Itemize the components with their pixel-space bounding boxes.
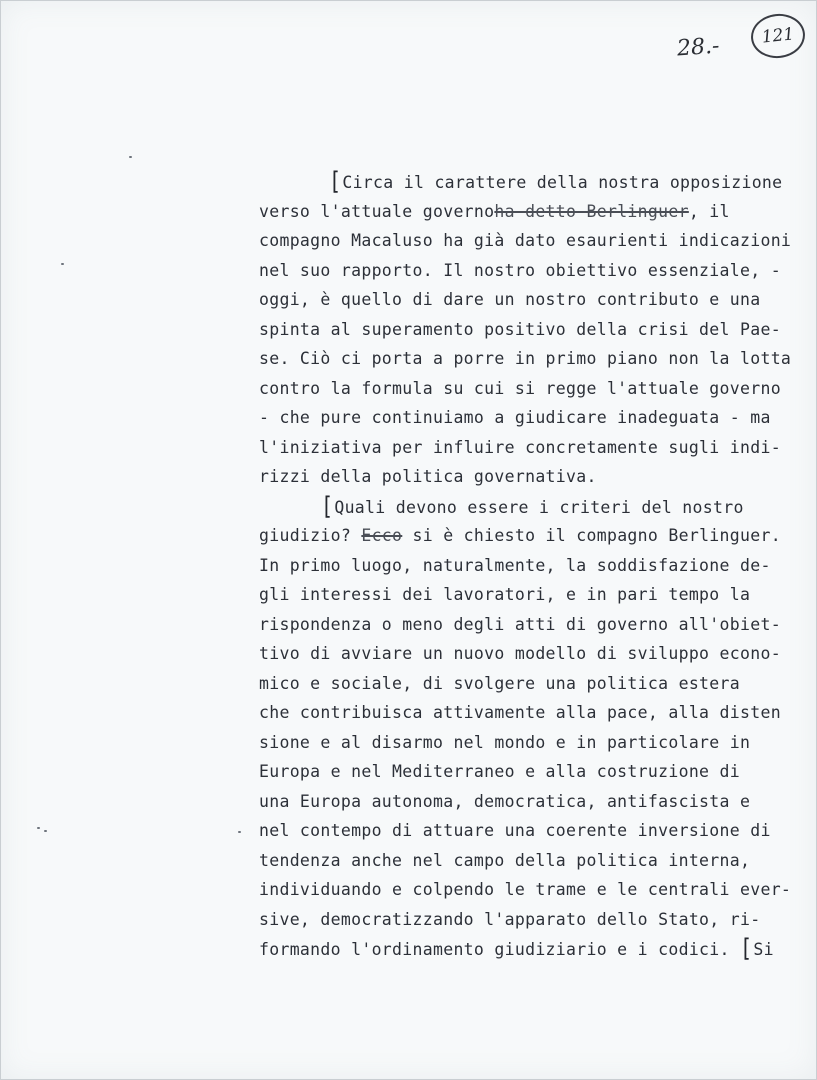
text-line: In primo luogo, naturalmente, la soddisfazione de- [259,555,771,575]
text-line: [Circa il carattere della nostra opposizione [259,167,804,197]
paragraph-bracket-mark: [ [329,165,342,196]
text-line: contro la formula su cui si regge l'attuale governo [259,378,781,398]
struck-through-text: ha detto Berlinguer [494,201,689,221]
text-line: l'iniziativa per influire concretamente sugli indi- [259,437,781,457]
scan-speck [37,827,40,829]
text-line: verso l'attuale governoha detto Berlinguer, il [259,201,730,221]
text-line: che contribuisca attivamente alla pace, alla disten [259,703,781,722]
paragraph-opposition [259,167,804,492]
text-line: se. Ciò ci porta a porre in primo piano non la lotta [259,349,792,368]
text-line: nel suo rapporto. Il nostro obiettivo essenziale, - [259,260,781,280]
scan-speck [61,263,64,265]
text-line: gli interessi dei lavoratori, e in pari tempo la [259,585,751,604]
text-line: compagno Macaluso ha già dato esaurienti indicazioni [259,231,792,250]
text-line: tendenza anche nel campo della politica interna, [259,850,751,870]
text-line: sive, democratizzando l'apparato dello Stato, ri- [259,909,761,929]
struck-through-text: Ecco [361,526,403,545]
scan-speck [238,831,241,833]
text-line: nel contempo di attuare una coerente inversione di [259,821,771,840]
text-line: una Europa autonoma, democratica, antifascista e [259,791,751,811]
text-line: spinta al superamento positivo della crisi del Pae- [259,319,781,339]
handwritten-page-number: 28.- [676,33,721,62]
text-line: formando l'ordinamento giudiziario e i codici. [Si [259,934,804,964]
text-line: Europa e nel Mediterraneo e alla costruzione di [259,762,740,781]
typewritten-text [259,167,804,964]
text-line: - che pure continuiamo a giudicare inadeguata - ma [259,408,771,427]
text-line: mico e sociale, di svolgere una politica estera [259,673,740,693]
text-line: sione e al disarmo nel mondo e in particolare in [259,732,751,752]
circled-archive-number: 121 [749,11,807,60]
paragraph-bracket-mark: [ [321,490,334,521]
text-line: oggi, è quello di dare un nostro contributo e una [259,290,761,309]
paragraph-criteria [259,492,804,964]
paragraph-bracket-mark: [ [740,932,753,963]
text-line: individuando e colpendo le trame e le centrali ever- [259,880,792,899]
text-line: tivo di avviare un nuovo modello di sviluppo econo- [259,644,781,663]
text-line: rispondenza o meno degli atti di governo all'obiet- [259,614,781,634]
text-line: giudizio? Ecco si è chiesto il compagno Berlinguer. [259,526,781,545]
text-line: rizzi della politica governativa. [259,467,597,486]
scan-speck [129,156,132,158]
text-line: [Quali devono essere i criteri del nostro [259,492,804,522]
scan-speck [44,830,47,832]
